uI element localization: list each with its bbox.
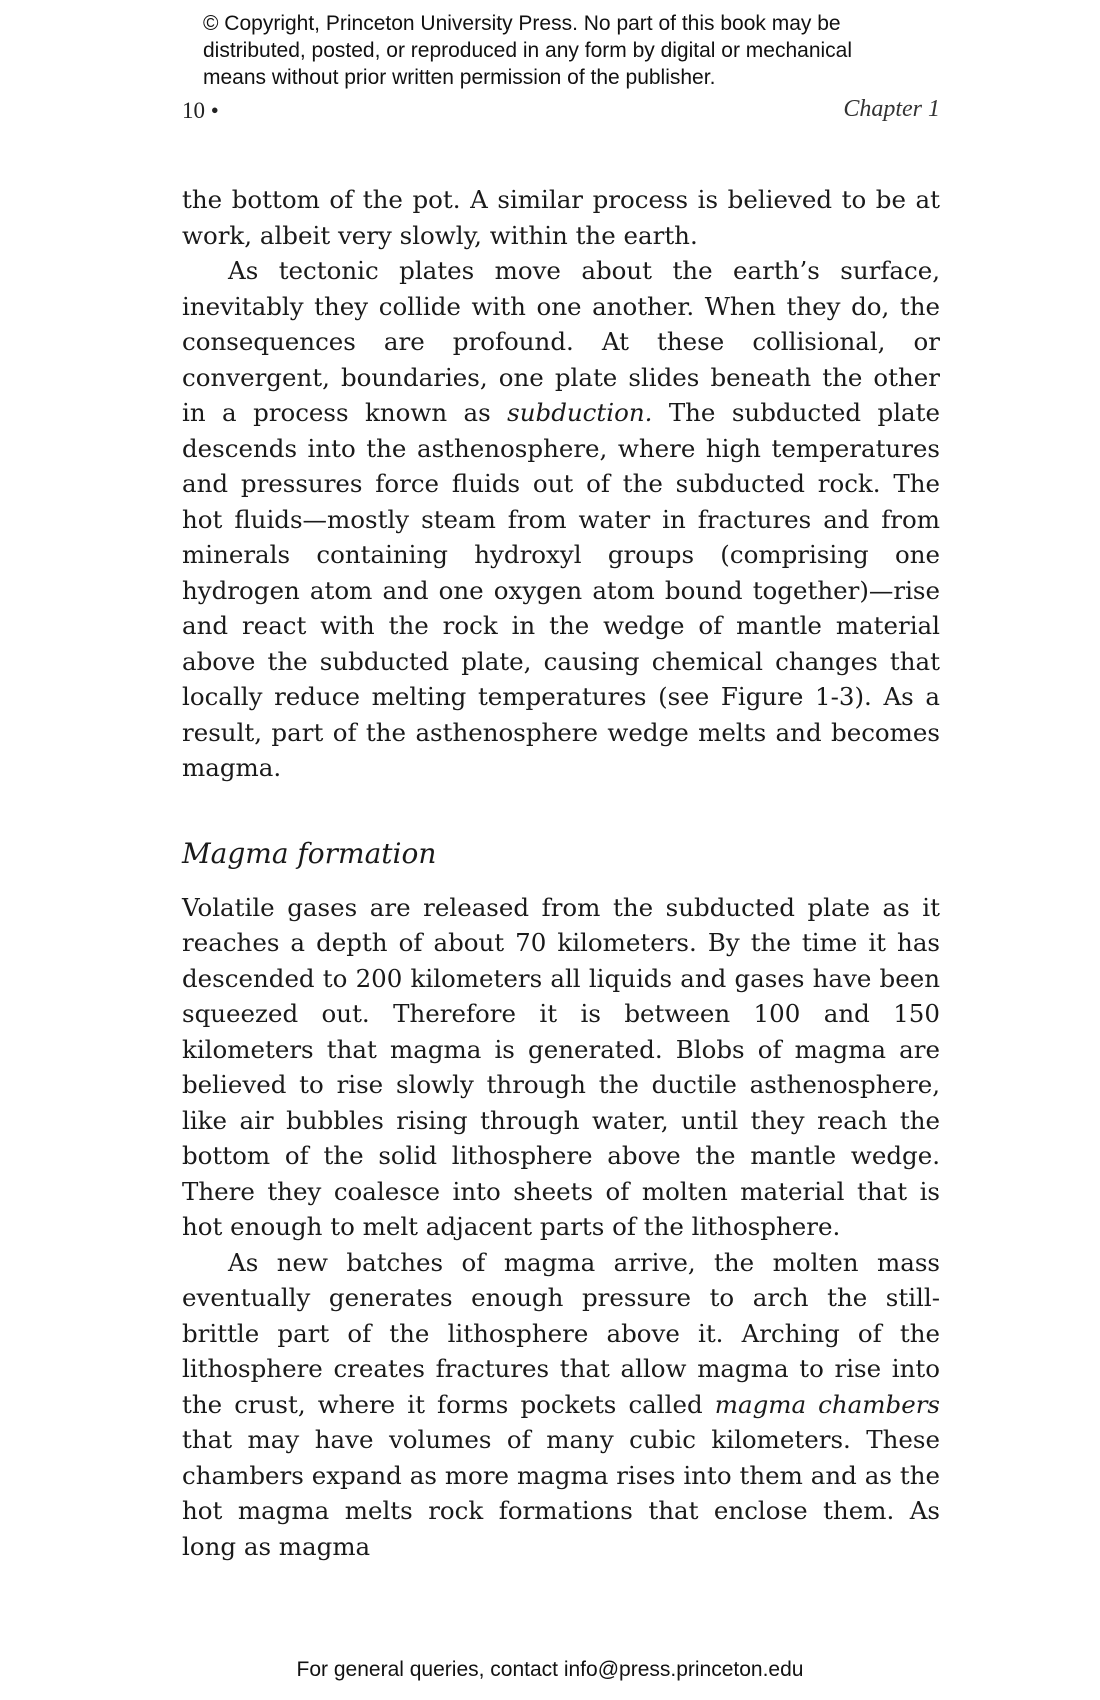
copyright-line: means without prior written permission of the publisher. <box>203 66 716 89</box>
italic-term: subduction. <box>507 398 653 427</box>
paragraph-text: As tectonic plates move about the earth’s surface, inevitably they collide with one another. When they do, the consequences are profound. At these collisional, or convergent, boundaries, one plate slides beneath the other in a process known as <box>182 256 940 427</box>
footer-contact: For general queries, contact info@press.princeton.edu <box>296 1658 804 1681</box>
paragraph <box>182 1245 940 1565</box>
running-head: Chapter 1 <box>843 96 940 122</box>
copyright-line: distributed, posted, or reproduced in any form by digital or mechanical <box>203 39 853 62</box>
page-number: 10 • <box>182 98 219 123</box>
paragraph-text: that may have volumes of many cubic kilometers. These chambers expand as more magma rises into them and as the hot magma melts rock formations that enclose them. As long as magma <box>182 1425 940 1561</box>
section-heading: Magma formation <box>182 836 437 870</box>
paragraph: the bottom of the pot. A similar process is believed to be at work, albeit very slowly, within the earth. <box>182 185 940 250</box>
copyright-notice <box>203 10 963 91</box>
paragraph-text: As new batches of magma arrive, the molten mass eventually generates enough pressure to arch the still-brittle part of the lithosphere above it. Arching of the lithosphere creates fractures that allow magma to rise into the crust, where it forms pockets called <box>182 1247 940 1419</box>
italic-term: magma chambers <box>714 1389 940 1419</box>
paragraph-text: The subducted plate descends into the asthenosphere, where high temperatures and pressures force fluids out of the subducted rock. The hot fluids—mostly steam from water in fractures and from minerals containing hydroxyl groups (comprising one hydrogen atom and one oxygen atom bound together)—rise and react with the rock in the wedge of mantle material above the subducted plate, causing chemical changes that locally reduce melting temperatures (see Figure 1-3). As a result, part of the asthenosphere wedge melts and becomes magma. <box>182 398 941 782</box>
paragraph <box>182 253 940 786</box>
copyright-line: © Copyright, Princeton University Press. No part of this book may be <box>203 12 841 35</box>
body-text <box>182 182 940 1564</box>
paragraph: Volatile gases are released from the subducted plate as it reaches a depth of about 70 kilometers. By the time it has descended to 200 kilometers all liquids and gases have been squeezed out. Therefore it is between 100 and 150 kilometers that magma is generated. Blobs of magma are believed to rise slowly through the ductile asthenosphere, like air bubbles rising through water, until they reach the bottom of the solid lithosphere above the mantle wedge. There they coalesce into sheets of molten material that is hot enough to melt adjacent parts of the lithosphere. <box>182 892 940 1241</box>
